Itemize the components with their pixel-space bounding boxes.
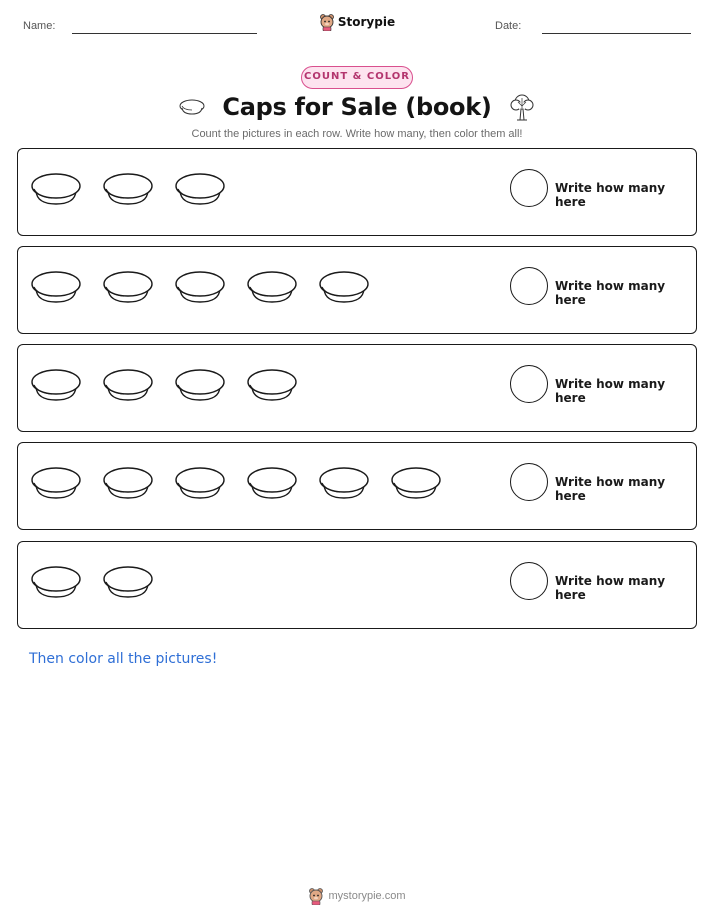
count-color-badge: COUNT & COLOR [301, 66, 413, 89]
cap-icon[interactable] [174, 365, 226, 405]
cap-icon [178, 96, 206, 118]
site-url: mystorypie.com [328, 890, 406, 902]
cap-group [30, 169, 226, 209]
name-label: Name: [23, 20, 56, 32]
cap-icon[interactable] [30, 463, 82, 503]
answer-circle[interactable] [510, 463, 548, 501]
date-label: Date: [495, 20, 522, 32]
answer-label: Write how many here [555, 574, 666, 602]
answer-circle[interactable] [510, 562, 548, 600]
cap-icon[interactable] [318, 267, 370, 307]
answer-label: Write how many here [555, 475, 666, 503]
cap-icon[interactable] [174, 267, 226, 307]
site-footer [0, 887, 714, 908]
cap-icon[interactable] [246, 267, 298, 307]
answer-label: Write how many here [555, 279, 666, 307]
tree-icon [508, 92, 536, 122]
answer-label: Write how many here [555, 377, 666, 405]
counting-row [17, 442, 697, 530]
cap-group [30, 365, 298, 405]
answer-circle[interactable] [510, 365, 548, 403]
cap-icon[interactable] [30, 562, 82, 602]
counting-row [17, 246, 697, 334]
cap-group [30, 267, 370, 307]
answer-circle[interactable] [510, 169, 548, 207]
counting-row [17, 148, 697, 236]
cap-icon[interactable] [174, 463, 226, 503]
cap-group [30, 463, 442, 503]
cap-icon[interactable] [246, 365, 298, 405]
cap-icon[interactable] [30, 169, 82, 209]
cap-icon[interactable] [102, 463, 154, 503]
answer-label: Write how many here [555, 181, 666, 209]
brand-header [0, 13, 714, 34]
cap-group [30, 562, 154, 602]
title-row [0, 92, 714, 122]
bear-logo-icon [319, 13, 335, 31]
cap-icon[interactable] [30, 365, 82, 405]
cap-icon[interactable] [102, 365, 154, 405]
footer-note: Then color all the pictures! [29, 651, 218, 667]
cap-icon[interactable] [30, 267, 82, 307]
counting-row [17, 541, 697, 629]
bear-logo-icon [308, 887, 324, 905]
date-line[interactable] [542, 33, 691, 34]
brand-name: Storypie [337, 15, 396, 29]
cap-icon[interactable] [102, 267, 154, 307]
cap-icon[interactable] [102, 562, 154, 602]
cap-icon[interactable] [174, 169, 226, 209]
instructions: Count the pictures in each row. Write how many, then color them all! [191, 128, 523, 140]
cap-icon[interactable] [102, 169, 154, 209]
counting-row [17, 344, 697, 432]
cap-icon[interactable] [390, 463, 442, 503]
answer-circle[interactable] [510, 267, 548, 305]
cap-icon[interactable] [318, 463, 370, 503]
cap-icon[interactable] [246, 463, 298, 503]
page-title: Caps for Sale (book) [222, 93, 492, 121]
